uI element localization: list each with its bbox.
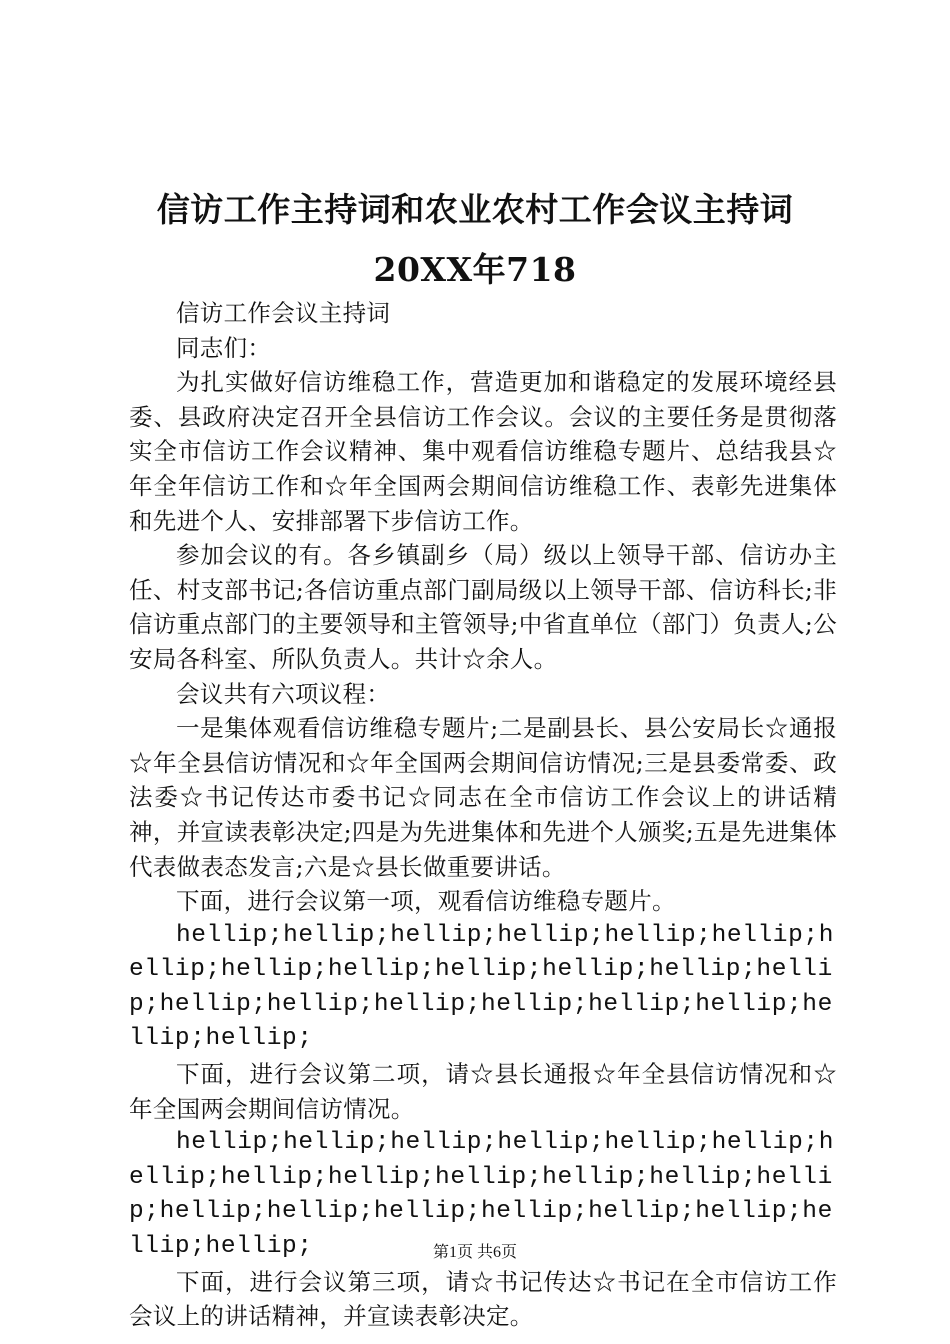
paragraph-item-one: 下面，进行会议第一项，观看信访维稳专题片。 <box>176 887 676 916</box>
paragraph-heading: 信访工作会议主持词 <box>176 299 391 327</box>
paragraph-ellipsis: hellip;hellip;hellip;hellip;hellip;hellip;hellip;hellip;hellip;hellip;hellip;hellip;hellip;hellip;hellip;hellip;hellip;hellip;hellip;hellip;hellip; <box>129 1129 835 1261</box>
paragraph-attendees: 参加会议的有。各乡镇副乡（局）级以上领导干部、信访办主任、村支部书记;各信访重点部门副局级以上领导干部、信访科长;非信访重点部门的主要领导和主管领导;中省直单位（部门）负责人;公安局各科室、所队负责人。共计☆余人。 <box>129 541 837 673</box>
document-title: 信访工作主持词和农业农村工作会议主持词 <box>156 190 794 229</box>
document-title-date: 20XX年718 <box>373 250 577 289</box>
document-body <box>129 296 837 1334</box>
paragraph-ellipsis: hellip;hellip;hellip;hellip;hellip;hellip;hellip;hellip;hellip;hellip;hellip;hellip;hellip;hellip;hellip;hellip;hellip;hellip;hellip;hellip;hellip; <box>129 921 835 1053</box>
paragraph-item-two: 下面，进行会议第二项，请☆县长通报☆年全县信访情况和☆年全国两会期间信访情况。 <box>129 1060 837 1123</box>
paragraph-purpose: 为扎实做好信访维稳工作，营造更加和谐稳定的发展环境经县委、县政府决定召开全县信访工作会议。会议的主要任务是贯彻落实全市信访工作会议精神、集中观看信访维稳专题片、总结我县☆年全年信访工作和☆年全国两会期间信访维稳工作、表彰先进集体和先进个人、安排部署下步信访工作。 <box>129 368 837 535</box>
paragraph-agenda-intro: 会议共有六项议程： <box>176 679 391 708</box>
page-footer: 第1页 共6页 <box>432 1244 517 1261</box>
paragraph-agenda-items: 一是集体观看信访维稳专题片;二是副县长、县公安局长☆通报☆年全县信访情况和☆年全国两会期间信访情况;三是县委常委、政法委☆书记传达市委书记☆同志在全市信访工作会议上的讲话精神，并宣读表彰决定;四是为先进集体和先进个人颁奖;五是先进集体代表做表态发言;六是☆县长做重要讲话。 <box>129 714 837 881</box>
paragraph-item-three: 下面，进行会议第三项，请☆书记传达☆书记在全市信访工作会议上的讲话精神，并宣读表彰决定。 <box>129 1267 837 1331</box>
paragraph-salutation: 同志们： <box>176 333 272 362</box>
